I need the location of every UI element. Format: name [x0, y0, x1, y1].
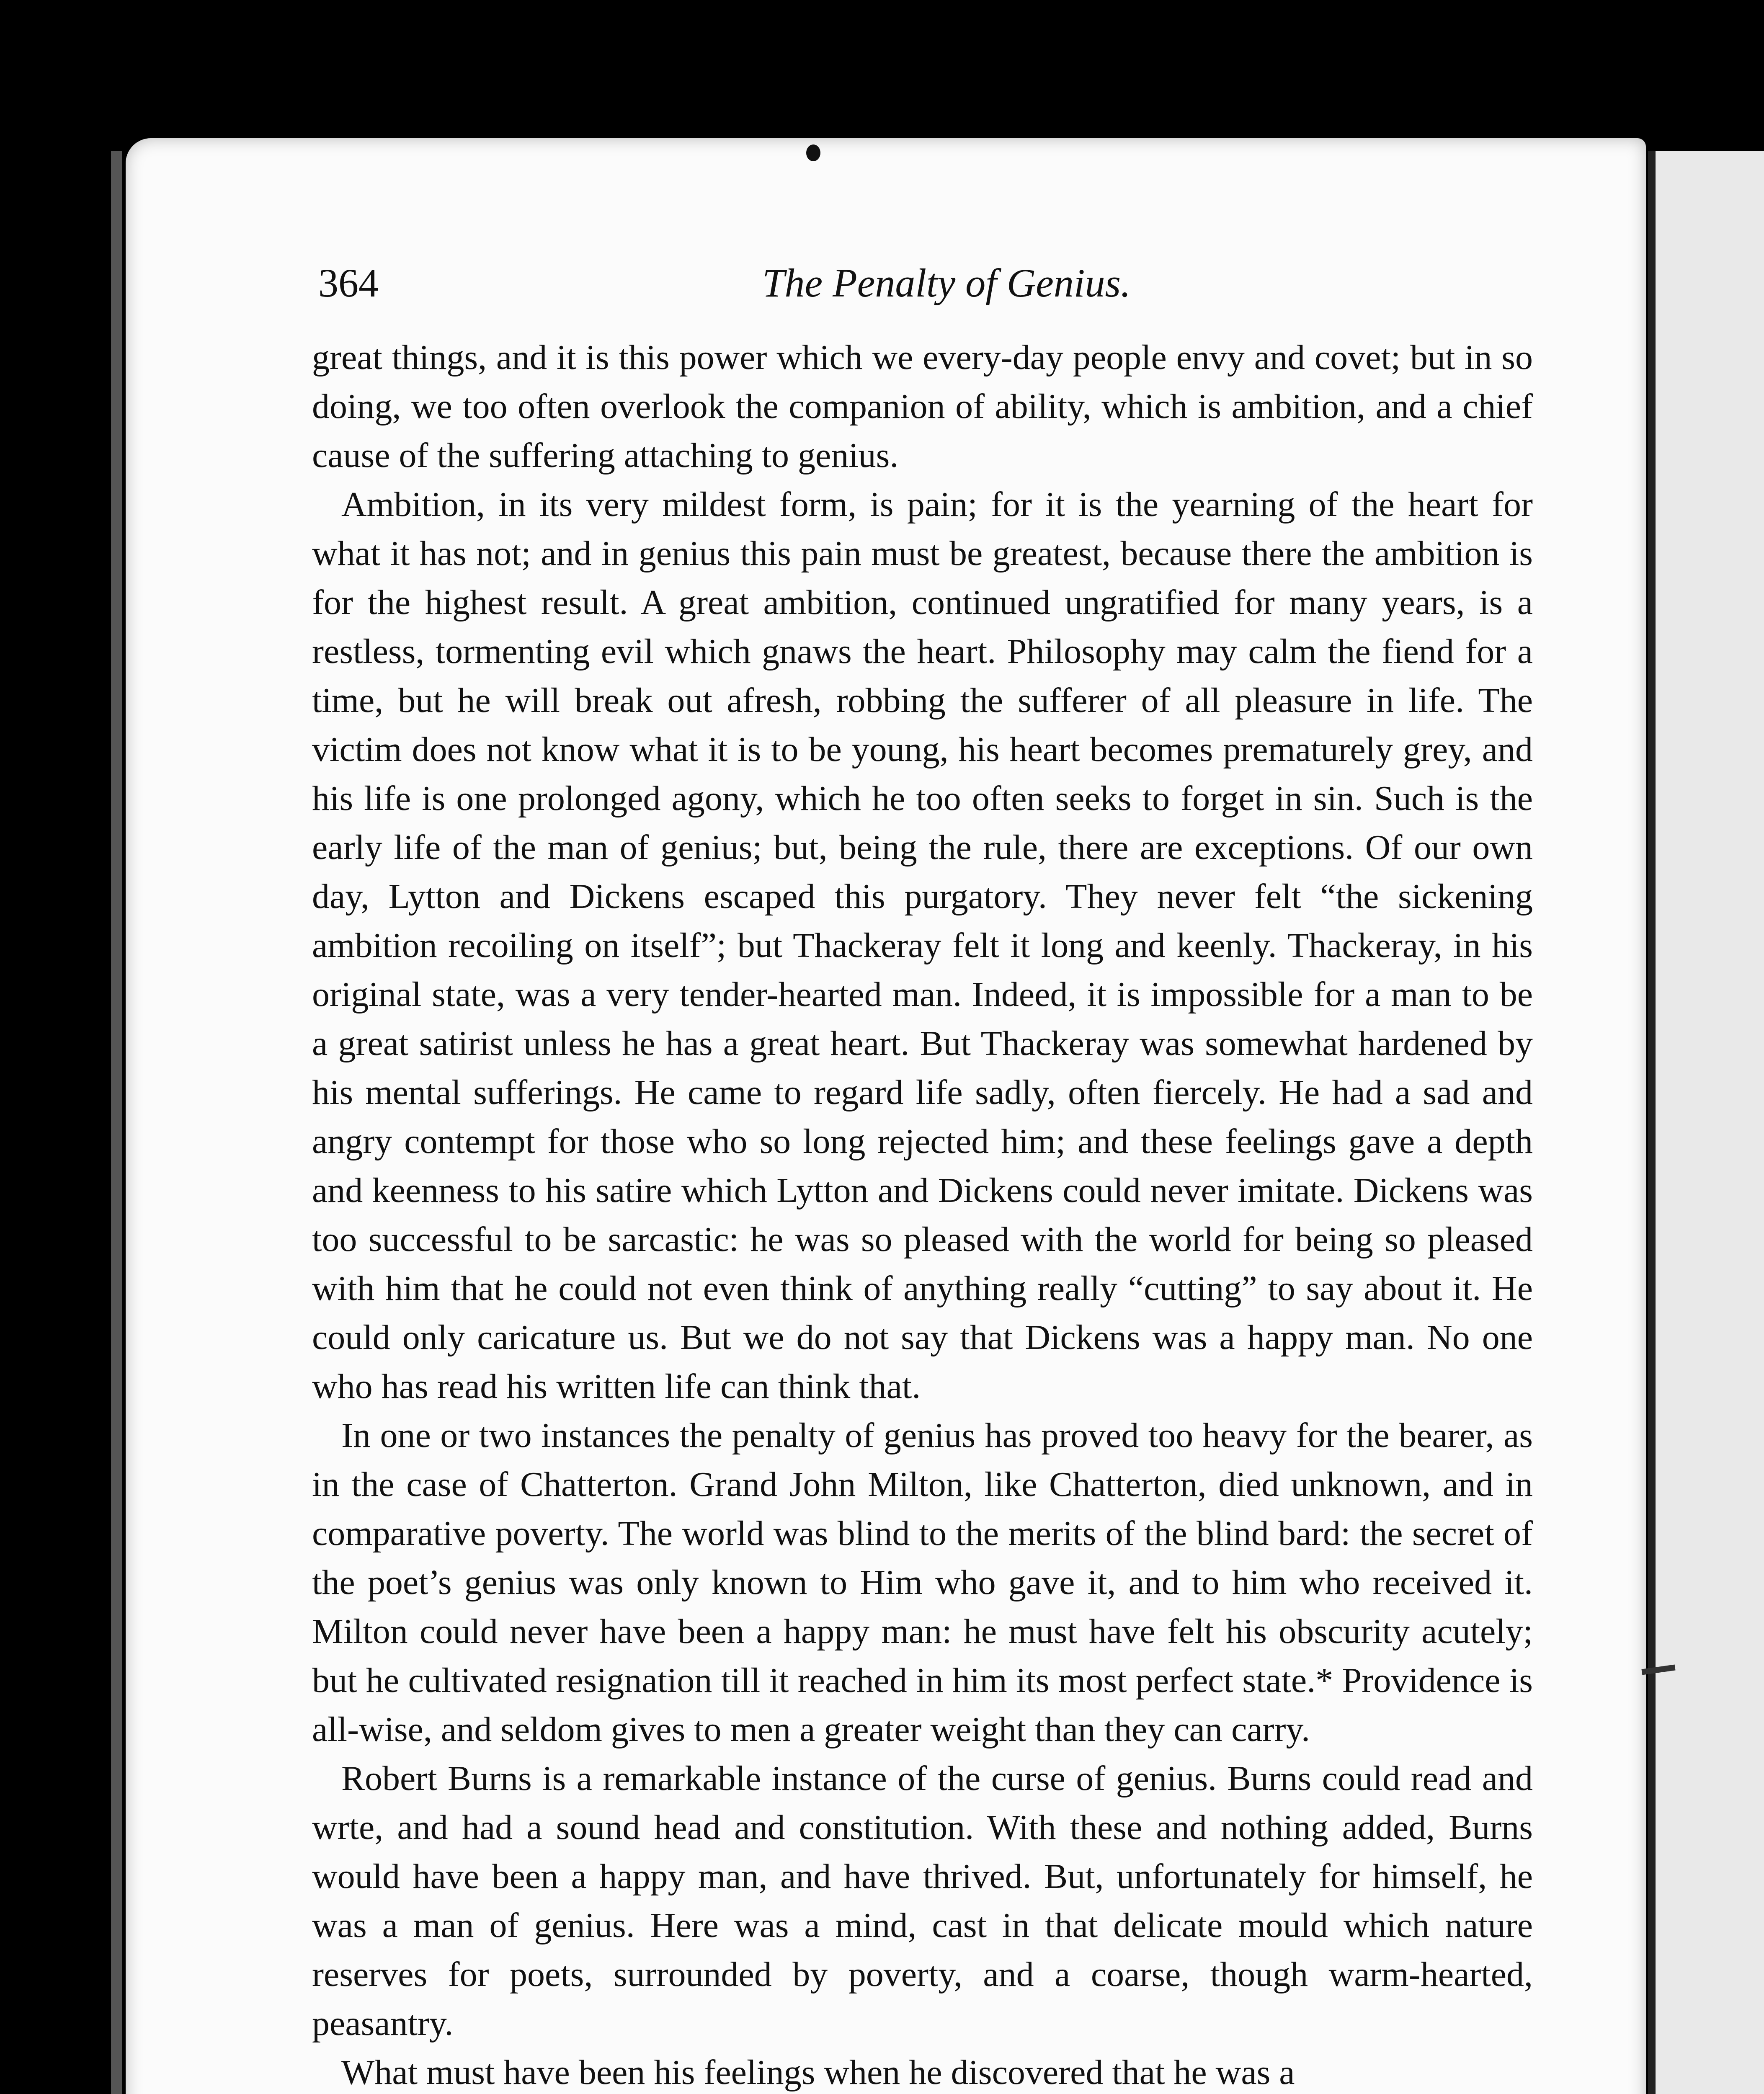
running-title: The Penalty of Genius.	[762, 260, 1131, 305]
paragraph-1: great things, and it is this power which we every-day people envy and covet; but in so doing, we too often overlook the companion of ability, which is ambition, and a chief cause of the suffering attaching to genius.	[312, 338, 1533, 475]
paragraph-3: In one or two instances the penalty of genius has proved too heavy for the bearer, as in the case of Chatterton. Grand John Milton, like Chatterton, died unknown, and in comparative poverty. The world was blind to the merits of the blind bard: the secret of the poet’s genius was only known to Him who gave it, and to him who received it. Milton could never have been a happy man: he must have felt his obscurity acutely; but he cultivated resignation till it reached in him its most perfect state.* Providence is all-wise, and seldom gives to men a greater weight than they can carry.	[312, 1416, 1533, 1749]
facing-page	[1654, 151, 1764, 2094]
page-header	[318, 260, 1575, 322]
page-number: 364	[318, 260, 379, 305]
body-text	[312, 333, 1533, 2094]
facing-page-edge	[1648, 151, 1656, 2094]
book-spine-edge	[111, 151, 122, 2094]
paragraph-4: Robert Burns is a remarkable instance of the curse of genius. Burns could read and wrte, and had a sound head and constitution. With these and nothing added, Burns would have been a happy man, and have thrived. But, unfortunately for himself, he was a man of genius. Here was a mind, cast in that delicate mould which nature reserves for poets, surrounded by poverty, and a coarse, though warm-hearted, peasantry.	[312, 1759, 1533, 2043]
paragraph-2: Ambition, in its very mildest form, is pain; for it is the yearning of the heart for what it has not; and in genius this pain must be greatest, because there the ambition is for the highest result. A great ambition, continued ungratified for many years, is a restless, tormenting evil which gnaws the heart. Philosophy may calm the fiend for a time, but he will break out afresh, robbing the sufferer of all pleasure in life. The victim does not know what it is to be young, his heart becomes prematurely grey, and his life is one prolonged agony, which he too often seeks to forget in sin. Such is the early life of the man of genius; but, being the rule, there are exceptions. Of our own day, Lytton and Dickens escaped this purgatory. They never felt “the sickening ambition recoiling on itself”; but Thackeray felt it long and keenly. Thackeray, in his original state, was a very tender-hearted man. Indeed, it is impossible for a man to be a great satirist unless he has a great heart. But Thackeray was somewhat hardened by his mental sufferings. He came to regard life sadly, often fiercely. He had a sad and angry contempt for those who so long rejected him; and these feelings gave a depth and keenness to his satire which Lytton and Dickens could never imitate. Dickens was too successful to be sarcastic: he was so pleased with the world for being so pleased with him that he could not even think of anything really “cutting” to say about it. He could only caricature us. But we do not say that Dickens was a happy man. No one who has read his written life can think that.	[312, 485, 1533, 1406]
paragraph-5: What must have been his feelings when he discovered that he was a	[341, 2053, 1295, 2092]
ink-mark	[806, 144, 820, 161]
